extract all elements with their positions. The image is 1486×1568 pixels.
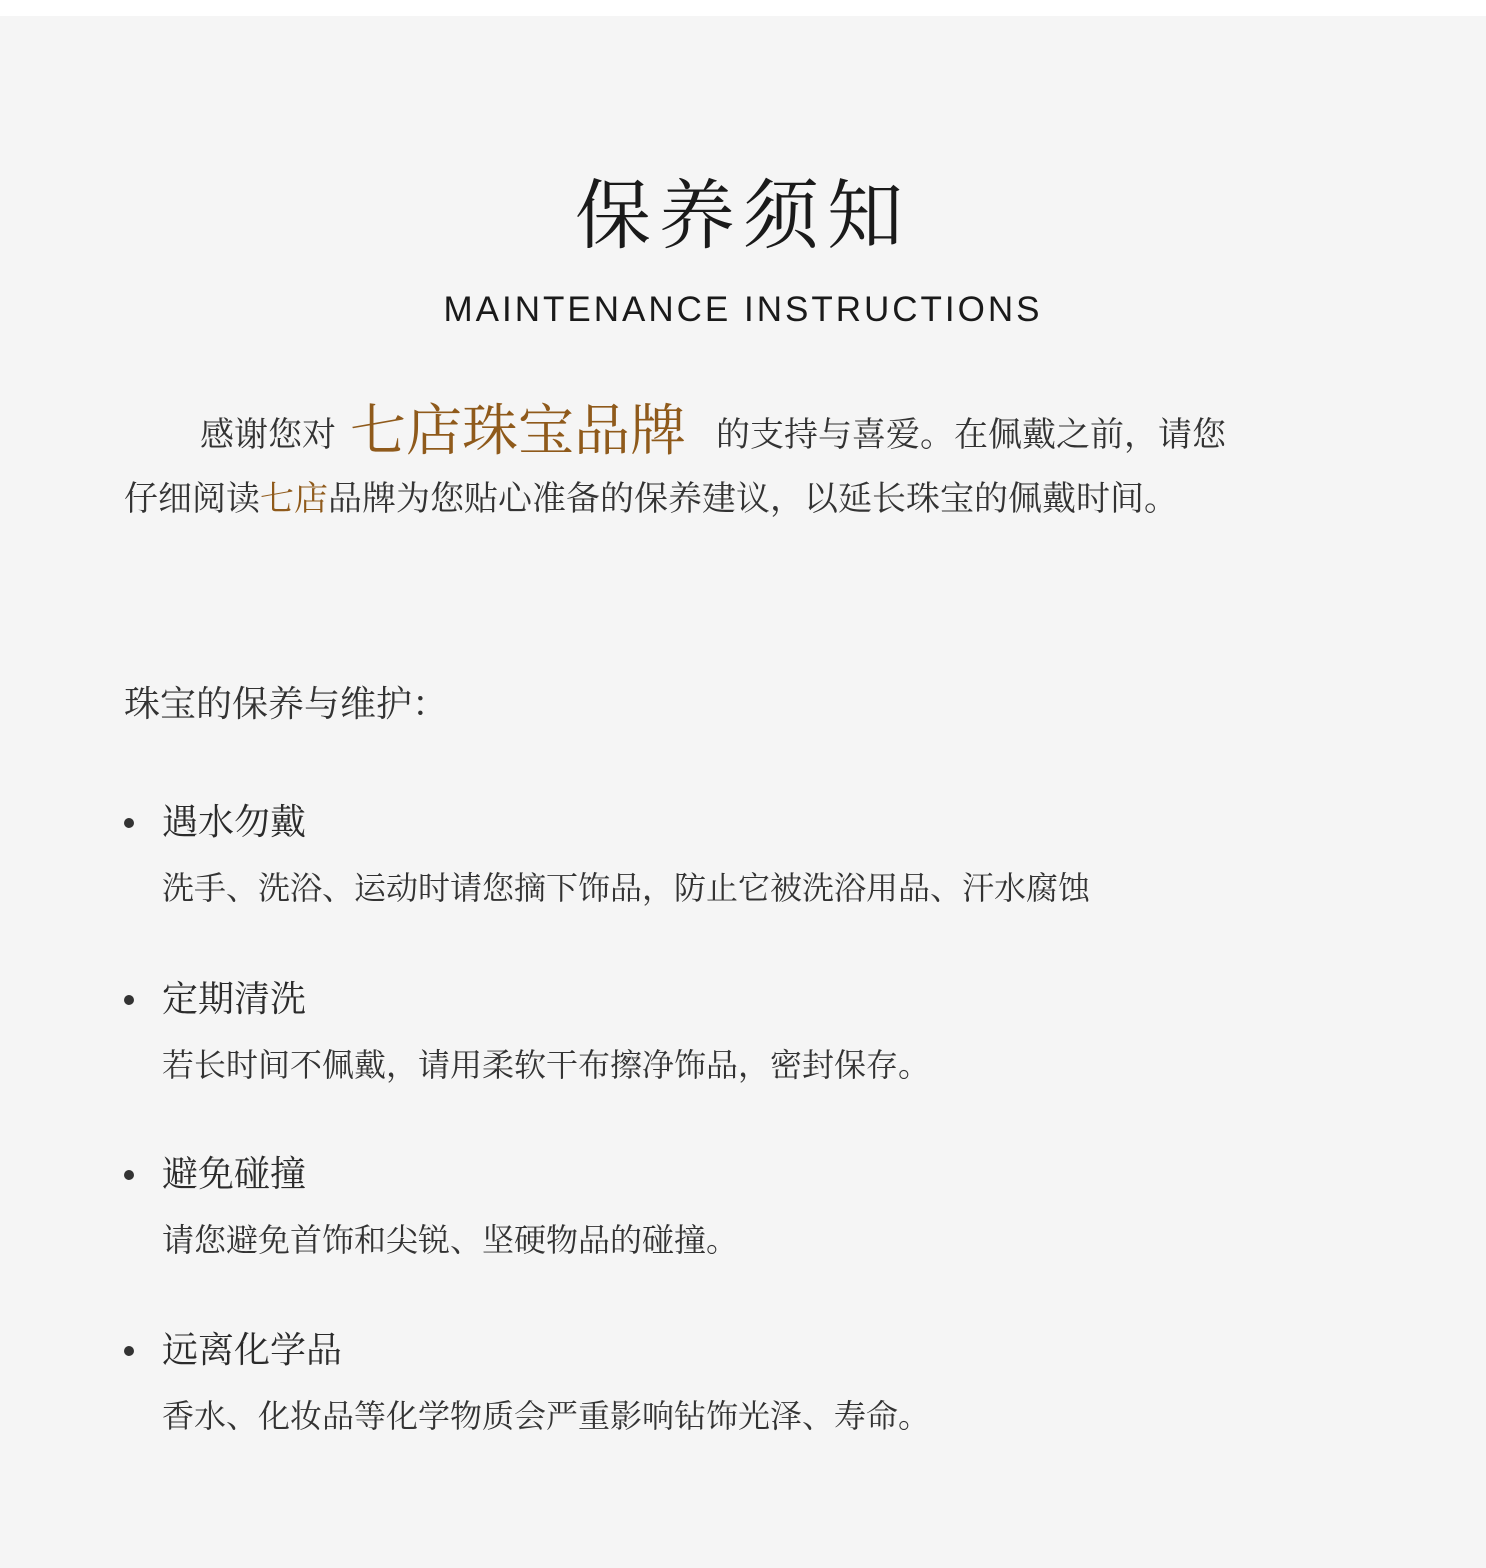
care-tip-title: 定期清洗 [162, 979, 307, 1020]
intro-prefix: 感谢您对 [200, 415, 336, 455]
care-tip-title: 远离化学品 [162, 1330, 343, 1371]
bullet-icon [124, 818, 134, 828]
bullet-icon [124, 995, 134, 1005]
care-tip-title: 遇水勿戴 [162, 802, 307, 843]
section-heading: 珠宝的保养与维护： [124, 684, 449, 725]
bullet-icon [124, 1346, 134, 1356]
care-tip-description: 洗手、洗浴、运动时请您摘下饰品，防止它被洗浴用品、汗水腐蚀 [162, 869, 1091, 907]
care-tip-description: 请您避免首饰和尖锐、坚硬物品的碰撞。 [162, 1221, 739, 1259]
intro-line2-suffix: 品牌为您贴心准备的保养建议，以延长珠宝的佩戴时间。 [328, 479, 1178, 519]
care-tip-description: 若长时间不佩戴，请用柔软干布擦净饰品，密封保存。 [162, 1046, 931, 1084]
care-tip-description: 香水、化妆品等化学物质会严重影响钻饰光泽、寿命。 [162, 1397, 931, 1435]
page-title: 保养须知 [575, 171, 911, 260]
care-tip-title: 避免碰撞 [162, 1154, 307, 1195]
page-subtitle: MAINTENANCE INSTRUCTIONS [443, 290, 1043, 329]
intro-suffix: 的支持与喜爱。在佩戴之前，请您 [716, 415, 1226, 455]
intro-line2-prefix: 仔细阅读 [124, 479, 260, 519]
brand-name-inline: 七店 [260, 479, 328, 519]
bullet-icon [124, 1170, 134, 1180]
brand-name-highlight: 七店珠宝品牌 [350, 399, 686, 464]
